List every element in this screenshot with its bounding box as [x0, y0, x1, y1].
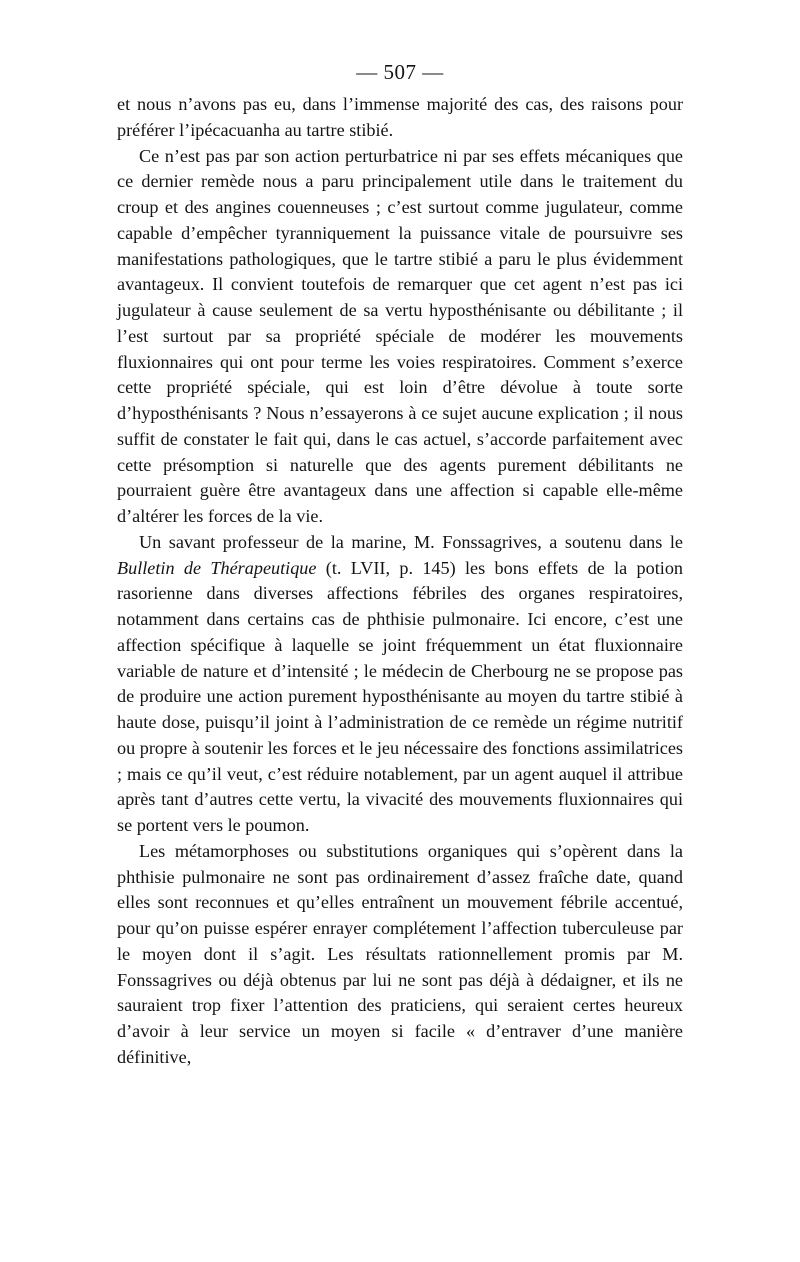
journal-title: Bulletin de Thérapeutique	[117, 557, 317, 578]
page-number: — 507 —	[356, 60, 444, 84]
document-page	[117, 58, 683, 1071]
paragraph-fonssagrives-rest: (t. LVII, p. 145) les bons effets de la potion rasorienne dans diverses affections fébriles des organes respiratoires, notamment dans certains cas de phthisie pulmonaire. Ici encore, c’est une affection spécifique à laquelle se joint fréquemment un état fluxionnaire variable de nature et d’intensité ; le médecin de Cherbourg ne se propose pas de produire une action purement hyposthénisante au moyen du tartre stibié à haute dose, puisqu’il joint à l’administration de ce remède un régime nutritif ou propre à soutenir les forces et le jeu nécessaire des fonctions assimilatrices ; mais ce qu’il veut, c’est réduire notablement, par un agent auquel il attribue après tant d’autres cette vertu, la vivacité des mouvements fluxionnaires qui se portent vers le poumon.	[117, 557, 684, 835]
paragraph-phthisie: Les métamorphoses ou substitutions organiques qui s’opèrent dans la phthisie pulmonaire ne sont pas ordinairement d’assez fraîche date, quand elles sont reconnues et qu’elles entraînent un mouvement fébrile accentué, pour qu’on puisse espérer enrayer complétement l’affection tuberculeuse par le moyen dont il s’agit. Les résultats rationnellement promis par M. Fonssagrives ou déjà obtenus par lui ne sont pas déjà à dédaigner, et ils ne sauraient trop fixer l’attention des praticiens, qui seraient certes heureux d’avoir à leur service un moyen si facile « d’entraver d’une manière définitive,	[117, 840, 683, 1067]
paragraph-tartre-stibie: Ce n’est pas par son action perturbatrice ni par ses effets mécaniques que ce dernier remède nous a paru principalement utile dans le traitement du croup et des angines couenneuses ; c’est surtout comme jugulateur, comme capable d’empêcher tyranniquement la puissance vitale de poursuivre ses manifestations pathologiques, que le tartre stibié a paru le plus évidemment avantageux. Il convient toutefois de remarquer que cet agent n’est pas ici jugulateur à cause seulement de sa vertu hyposthénisante ou débilitante ; il l’est surtout par sa propriété spéciale de modérer les mouvements fluxionnaires qui ont pour terme les voies respiratoires. Comment s’exerce cette propriété spéciale, qui est loin d’être dévolue à toute sorte d’hyposthénisants ? Nous n’essayerons à ce sujet aucune explication ; il nous suffit de constater le fait qui, dans le cas actuel, s’accorde parfaitement avec cette présomption si naturelle que des agents purement débilitants ne pourraient guère être avantageux dans une affection si capable elle-même d’altérer les forces de la vie.	[117, 145, 683, 526]
paragraph-fonssagrives-start: Un savant professeur de la marine, M. Fonssagrives, a soutenu dans le	[139, 531, 683, 552]
body-text	[117, 92, 683, 1071]
paragraph-fonssagrives	[117, 530, 683, 839]
paragraph-continuation: et nous n’avons pas eu, dans l’immense majorité des cas, des raisons pour préférer l’ipécacuanha au tartre stibié.	[117, 94, 683, 140]
